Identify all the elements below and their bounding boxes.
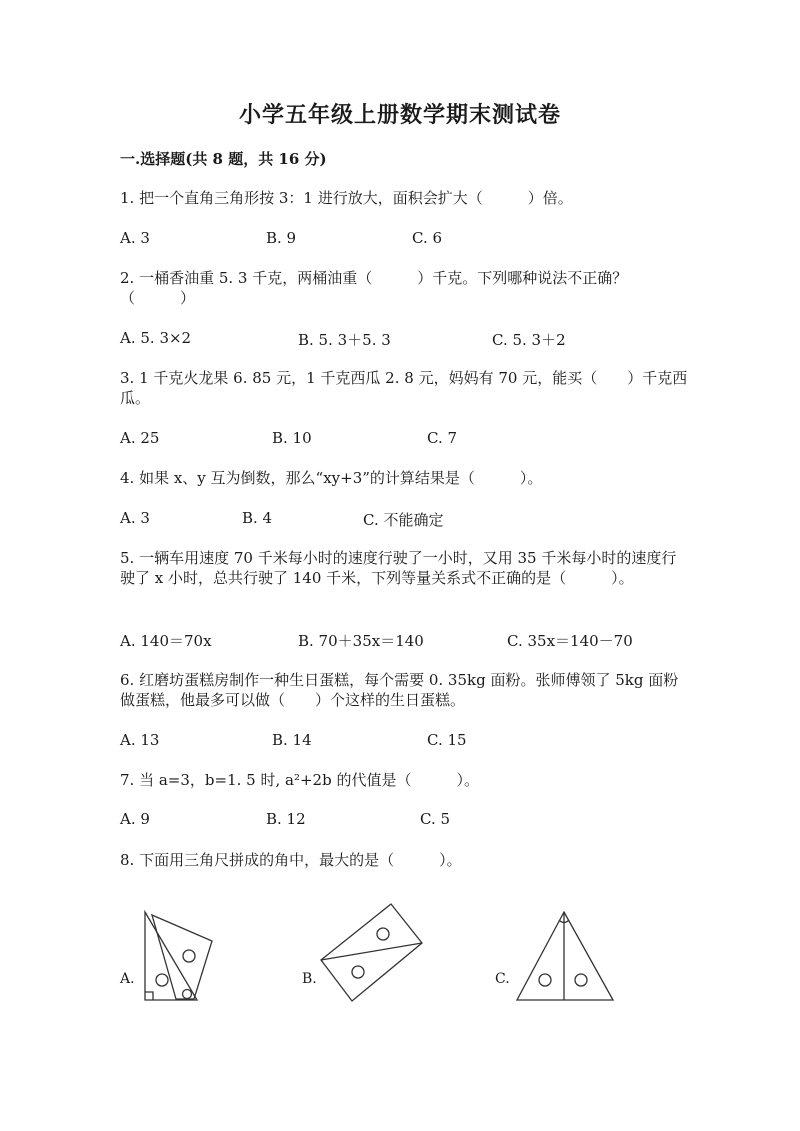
q3-option-b: B. 10 — [272, 429, 312, 447]
q6-option-a: A. 13 — [120, 731, 160, 749]
q7-option-b: B. 12 — [266, 810, 306, 828]
figure-c-rulers — [517, 912, 613, 1000]
question-6: 6. 红磨坊蛋糕房制作一种生日蛋糕，每个需要 0. 35kg 面粉。张师傅领了 5kg 面粉做蛋糕，他最多可以做（ ）个这样的生日蛋糕。 — [120, 671, 679, 709]
question-3: 3. 1 千克火龙果 6. 85 元，1 千克西瓜 2. 8 元，妈妈有 70 元，能买（ ）千克西瓜。 — [120, 369, 688, 407]
figure-a-label: A. — [120, 971, 135, 987]
q4-option-c: C. 不能确定 — [363, 511, 444, 529]
figure-b-rulers — [321, 904, 422, 1001]
question-4: 4. 如果 x、y 互为倒数，那么“xy+3”的计算结果是（ ）。 — [120, 469, 543, 487]
q1-option-c: C. 6 — [412, 229, 443, 247]
q4-option-a: A. 3 — [120, 509, 150, 527]
triangle-ruler-figures — [0, 900, 800, 1020]
q7-option-a: A. 9 — [120, 810, 150, 828]
q1-option-b: B. 9 — [266, 229, 297, 247]
q6-option-b: B. 14 — [272, 731, 312, 749]
q3-option-a: A. 25 — [120, 429, 160, 447]
section-heading: 一.选择题(共 8 题，共 16 分) — [120, 150, 327, 168]
figure-b-label: B. — [302, 971, 317, 987]
question-7: 7. 当 a=3，b=1. 5 时, a²+2b 的代值是（ ）。 — [120, 771, 479, 789]
question-5: 5. 一辆车用速度 70 千米每小时的速度行驶了一小时，又用 35 千米每小时的速度行驶了 x 小时，总共行驶了 140 千米，下列等量关系式不正确的是（ ）。 — [120, 549, 677, 587]
question-1: 1. 把一个直角三角形按 3：1 进行放大，面积会扩大（ ）倍。 — [120, 189, 573, 207]
q3-option-c: C. 7 — [427, 429, 458, 447]
question-8: 8. 下面用三角尺拼成的角中，最大的是（ ）。 — [120, 851, 462, 869]
figure-c-label: C. — [495, 971, 510, 987]
q5-option-a: A. 140＝70x — [120, 632, 212, 650]
q5-option-c: C. 35x＝140－70 — [507, 632, 633, 650]
figure-a-rulers — [145, 912, 212, 1000]
q5-option-b: B. 70＋35x＝140 — [298, 632, 424, 650]
q4-option-b: B. 4 — [242, 509, 273, 527]
q7-option-c: C. 5 — [420, 810, 451, 828]
q6-option-c: C. 15 — [427, 731, 467, 749]
page-title: 小学五年级上册数学期末测试卷 — [238, 102, 561, 128]
q2-option-a: A. 5. 3×2 — [120, 329, 192, 347]
q2-option-c: C. 5. 3＋2 — [492, 331, 566, 349]
question-2: 2. 一桶香油重 5. 3 千克，两桶油重（ ）千克。下列哪种说法不正确？（ ） — [120, 269, 628, 307]
q2-option-b: B. 5. 3＋5. 3 — [298, 331, 391, 349]
q1-option-a: A. 3 — [120, 229, 150, 247]
